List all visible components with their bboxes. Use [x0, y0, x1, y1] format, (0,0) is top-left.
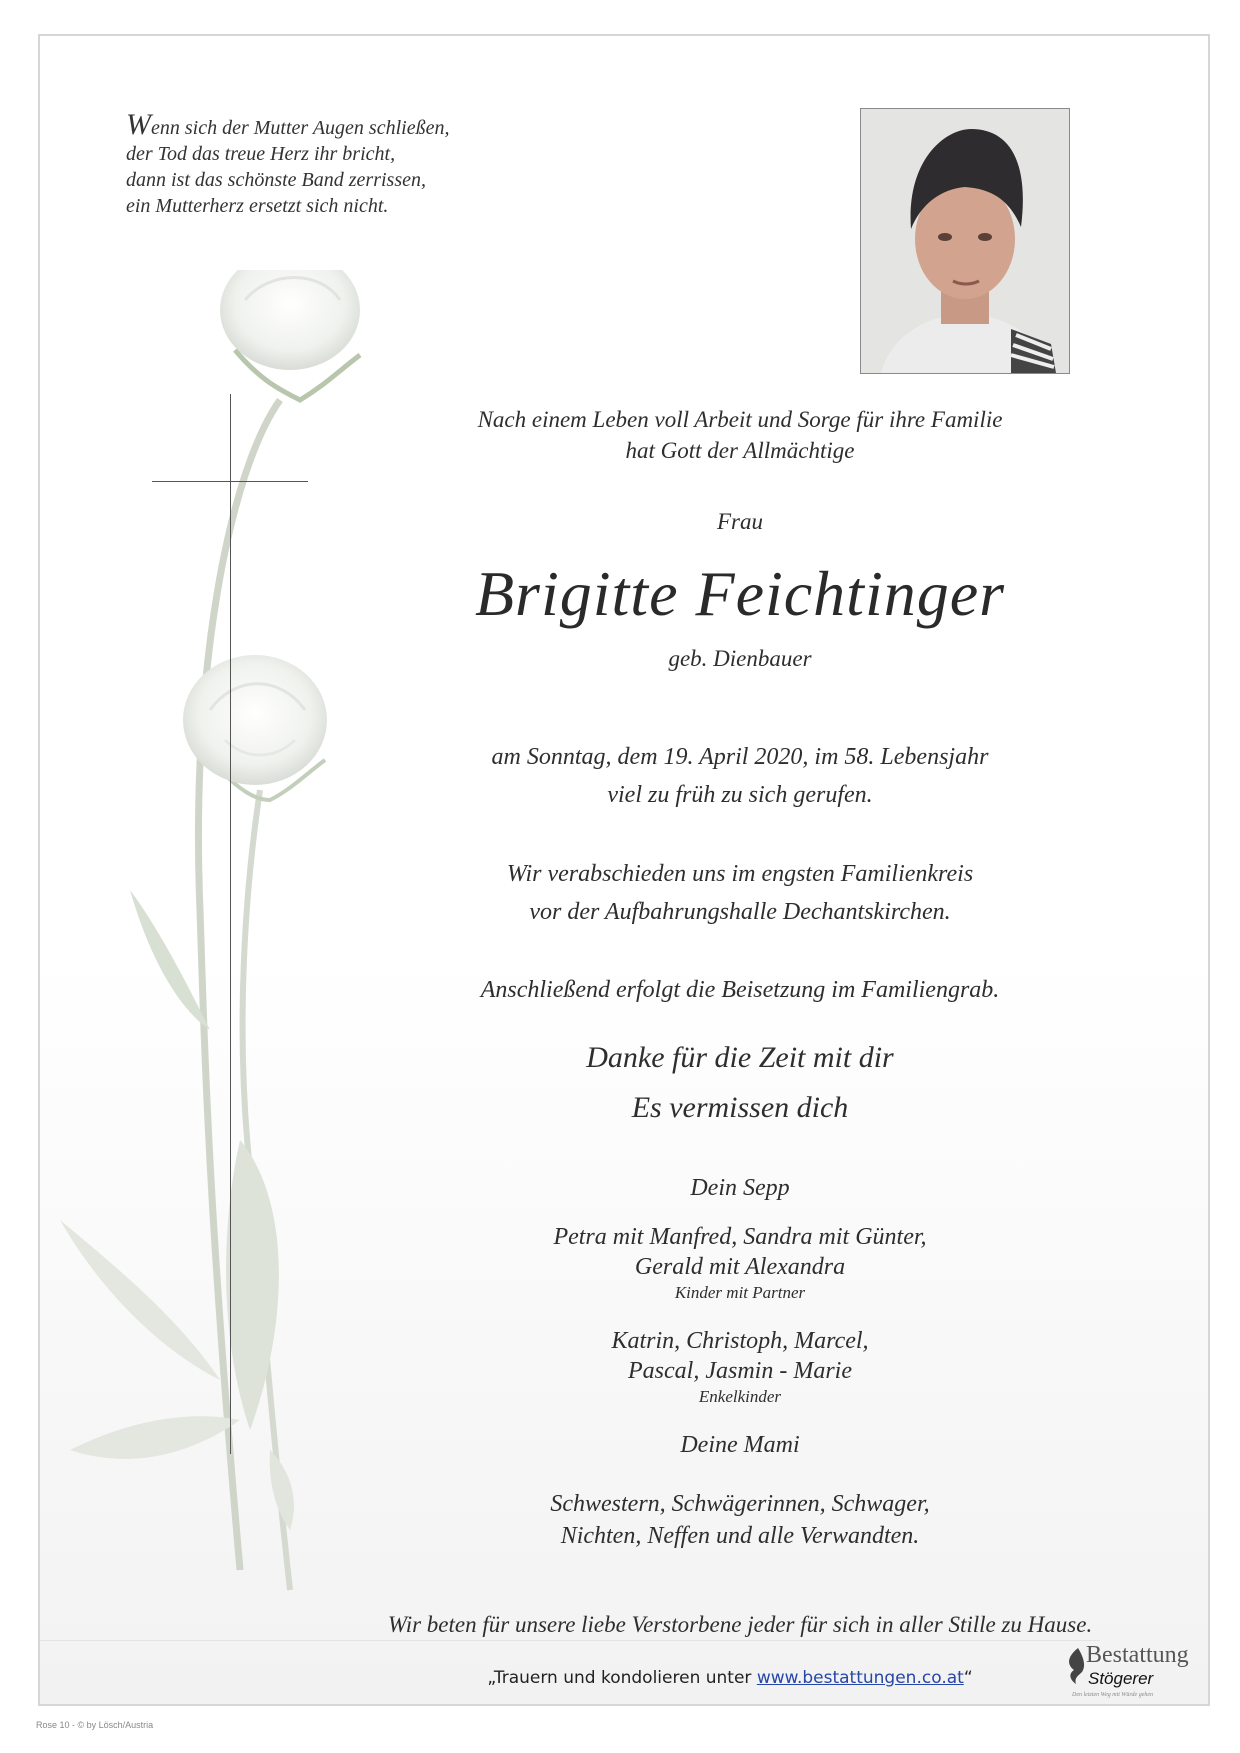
logo-tagline: Den letzten Weg mit Würde gehen: [1072, 1692, 1154, 1698]
memorial-poem: [126, 108, 546, 219]
logo-line-2: Stögerer: [1088, 1669, 1154, 1688]
cross-vertical-bar: [230, 394, 231, 1454]
children-line-2: Gerald mit Alexandra: [634, 1254, 846, 1280]
mourner-relatives: [420, 1488, 1060, 1552]
farewell-line-2: vor der Aufbahrungshalle Dechantskirchen.: [529, 899, 951, 925]
poem-line-3: dann ist das schönste Band zerrissen,: [126, 169, 426, 191]
salutation: Frau: [717, 509, 763, 534]
poem-line-2: der Tod das treue Herz ihr bricht,: [126, 143, 396, 165]
mourner-spouse: Dein Sepp: [690, 1175, 790, 1201]
footer-divider: [40, 1640, 1100, 1641]
poem-dropcap: W: [126, 108, 151, 141]
thanks-line-1: Danke für die Zeit mit dir: [586, 1041, 894, 1074]
condolence-prefix: „Trauern und kondolieren unter: [487, 1668, 757, 1688]
portrait-photo: [860, 108, 1070, 374]
condolence-link[interactable]: www.bestattungen.co.at: [756, 1668, 964, 1688]
thanks-block: [420, 1033, 1060, 1133]
burial-notice: Anschließend erfolgt die Beisetzung im Familiengrab.: [480, 977, 1000, 1003]
relatives-line-2: Nichten, Neffen und alle Verwandten.: [560, 1523, 920, 1549]
children-line-1: Petra mit Manfred, Sandra mit Günter,: [553, 1224, 927, 1250]
deceased-name: Brigitte Feichtinger: [474, 558, 1006, 629]
condolence-line: [430, 1668, 1030, 1688]
farewell-notice: [420, 855, 1060, 931]
mourner-grandchildren: [420, 1326, 1060, 1408]
poem-line-4: ein Mutterherz ersetzt sich nicht.: [126, 195, 389, 217]
portrait-image: [861, 109, 1069, 373]
grandchildren-label: Enkelkinder: [698, 1387, 782, 1406]
grandchildren-line-2: Pascal, Jasmin - Marie: [628, 1358, 852, 1384]
intro-line-1: Nach einem Leben voll Arbeit und Sorge für ihre Familie: [477, 407, 1003, 432]
mourner-children: [420, 1222, 1060, 1304]
poem-line-1: enn sich der Mutter Augen schließen,: [151, 117, 450, 139]
thanks-line-2: Es vermissen dich: [631, 1091, 849, 1124]
condolence-suffix: “: [963, 1668, 973, 1688]
mourner-mother: Deine Mami: [680, 1432, 800, 1458]
flame-logo-icon: [1064, 1646, 1086, 1686]
prayer-line: Wir beten für unsere liebe Verstorbene jeder für sich in aller Stille zu Hause.: [387, 1612, 1093, 1637]
intro-line-2: hat Gott der Allmächtige: [625, 438, 855, 463]
poem-line: [126, 108, 546, 141]
intro-text: [420, 404, 1060, 466]
death-notice: [420, 738, 1060, 814]
children-label: Kinder mit Partner: [674, 1283, 806, 1302]
cross-horizontal-bar: [152, 481, 308, 482]
birth-name: geb. Dienbauer: [668, 646, 812, 671]
grandchildren-line-1: Katrin, Christoph, Marcel,: [611, 1328, 869, 1354]
funeral-home-logo: [1062, 1642, 1202, 1702]
white-rose-illustration: [40, 270, 380, 1610]
death-line-2: viel zu früh zu sich gerufen.: [607, 782, 873, 808]
farewell-line-1: Wir verabschieden uns im engsten Familienkreis: [506, 861, 974, 887]
death-line-1: am Sonntag, dem 19. April 2020, im 58. Lebensjahr: [491, 744, 989, 770]
logo-line-1: Bestattung: [1086, 1642, 1189, 1668]
image-credit: Rose 10 - © by Lösch/Austria: [36, 1720, 154, 1730]
relatives-line-1: Schwestern, Schwägerinnen, Schwager,: [550, 1491, 930, 1517]
